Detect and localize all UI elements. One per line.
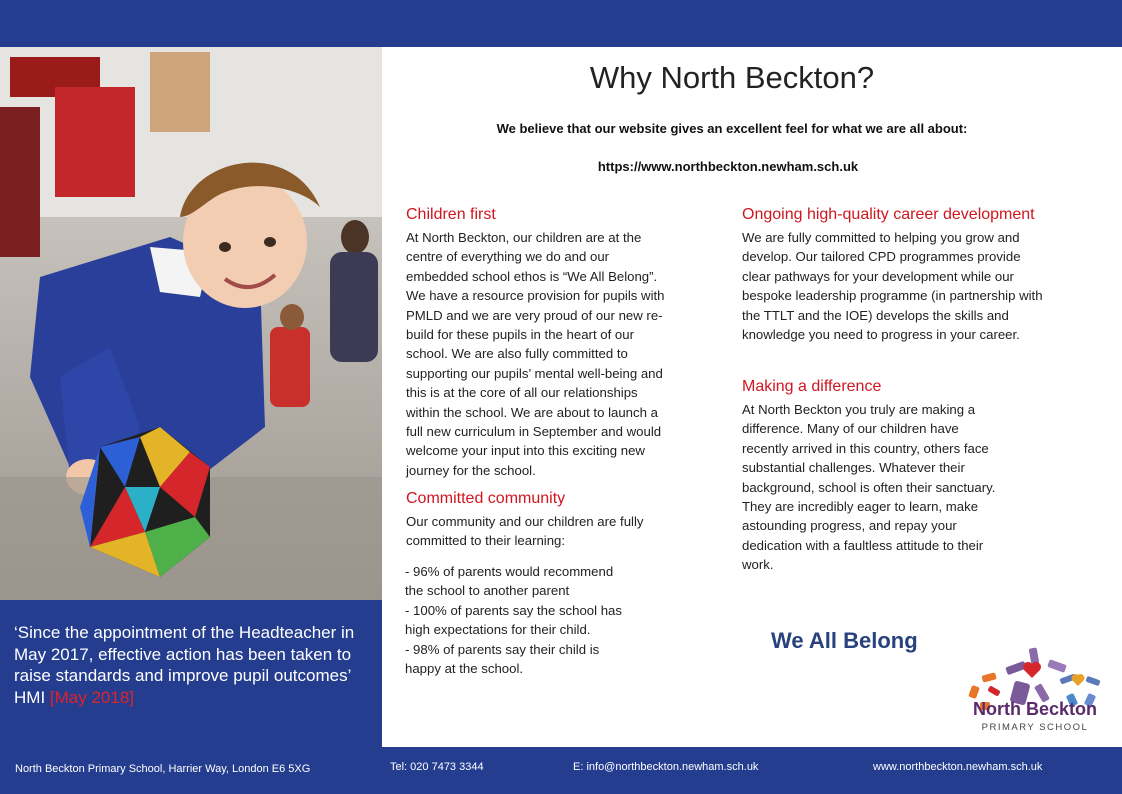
logo-school-name: North Beckton (972, 699, 1097, 719)
list-item: high expectations for their child. (405, 622, 591, 638)
text-line: At North Beckton you truly are making a (742, 402, 976, 417)
making-difference-heading: Making a difference (742, 378, 882, 395)
children-first-text (406, 228, 716, 480)
text-line: journey for the school. (406, 462, 536, 478)
text-line: within the school. We are about to launch a (406, 404, 658, 420)
list-item: - 100% of parents say the school has (405, 602, 622, 618)
text-line: committed to their learning: (406, 533, 566, 549)
page-title: Why North Beckton? (589, 60, 875, 95)
making-difference-text (742, 400, 1062, 575)
quote-text: ‘Since the appointment of the Headteacher in May 2017, effective action has been taken to raise standards and improve pupil outcomes’ HMI (14, 623, 355, 707)
text-line: work. (742, 557, 774, 573)
text-line: They are incredibly eager to learn, make (742, 499, 979, 515)
text-line: clear pathways for your development while our (742, 268, 1014, 284)
child-playing-photo (0, 47, 382, 600)
intro-text: We believe that our website gives an excellent feel for what we are all about: (496, 121, 968, 136)
text-line: knowledge you need to progress in your career. (742, 327, 1020, 343)
text-line: recently arrived in this country, others face (742, 440, 989, 456)
text-line: background, school is often their sanctuary. (742, 479, 996, 495)
quote-date: [May 2018] (49, 687, 135, 707)
footer-bar (0, 747, 1122, 794)
text-line: school. We are also fully committed to (406, 346, 628, 362)
text-line: supporting our pupils’ mental well-being and (406, 365, 663, 381)
children-first-heading: Children first (406, 206, 496, 223)
text-line: PMLD and we are very proud of our new re- (406, 307, 663, 323)
top-banner (0, 0, 1122, 47)
list-item: the school to another parent (405, 583, 570, 599)
footer-phone[interactable]: Tel: 020 7473 3344 (390, 761, 484, 773)
committed-community-heading: Committed community (406, 490, 566, 507)
logo-subtitle: PRIMARY SCHOOL (981, 722, 1089, 733)
text-line: develop. Our tailored CPD programmes provide (742, 249, 1021, 265)
text-line: embedded school ethos is “We All Belong”. (406, 268, 658, 284)
parent-stats-list (405, 562, 715, 678)
ofsted-quote-box (0, 600, 382, 747)
text-line: substantial challenges. Whatever their (742, 460, 965, 476)
text-line: build for these pupils in the heart of our (406, 327, 634, 343)
text-line: We are fully committed to helping you grow and (742, 230, 1020, 245)
list-item: - 98% of parents say their child is (405, 641, 600, 657)
text-line: welcome your input into this exciting new (406, 443, 645, 459)
career-development-heading: Ongoing high-quality career development (742, 206, 1035, 223)
text-line: this is at the core of all our relationships (406, 385, 638, 401)
text-line: the TTLT and the IOE) develops the skills and (742, 307, 1009, 323)
list-item: happy at the school. (405, 661, 524, 677)
list-item: - 96% of parents would recommend (405, 564, 614, 579)
text-line: bespoke leadership programme (in partnership with (742, 288, 1043, 304)
text-line: At North Beckton, our children are at the (406, 230, 642, 245)
footer-address: North Beckton Primary School, Harrier Way, London E6 5XG (15, 763, 311, 775)
child-photo-illustration (0, 47, 382, 600)
text-line: full new curriculum in September and would (406, 424, 662, 440)
website-url[interactable]: https://www.northbeckton.newham.sch.uk (597, 159, 859, 174)
text-line: We have a resource provision for pupils with (406, 288, 665, 304)
school-slogan: We All Belong (771, 628, 918, 653)
text-line: centre of everything we do and our (406, 249, 610, 265)
career-development-text (742, 228, 1092, 344)
footer-website[interactable]: www.northbeckton.newham.sch.uk (873, 761, 1043, 773)
text-line: dedication with a faultless attitude to their (742, 537, 984, 553)
text-line: Our community and our children are fully (406, 514, 644, 529)
text-line: astounding progress, and repay your (742, 518, 957, 534)
footer-email[interactable]: E: info@northbeckton.newham.sch.uk (573, 761, 759, 773)
committed-community-text (406, 512, 716, 551)
text-line: difference. Many of our children have (742, 421, 959, 437)
